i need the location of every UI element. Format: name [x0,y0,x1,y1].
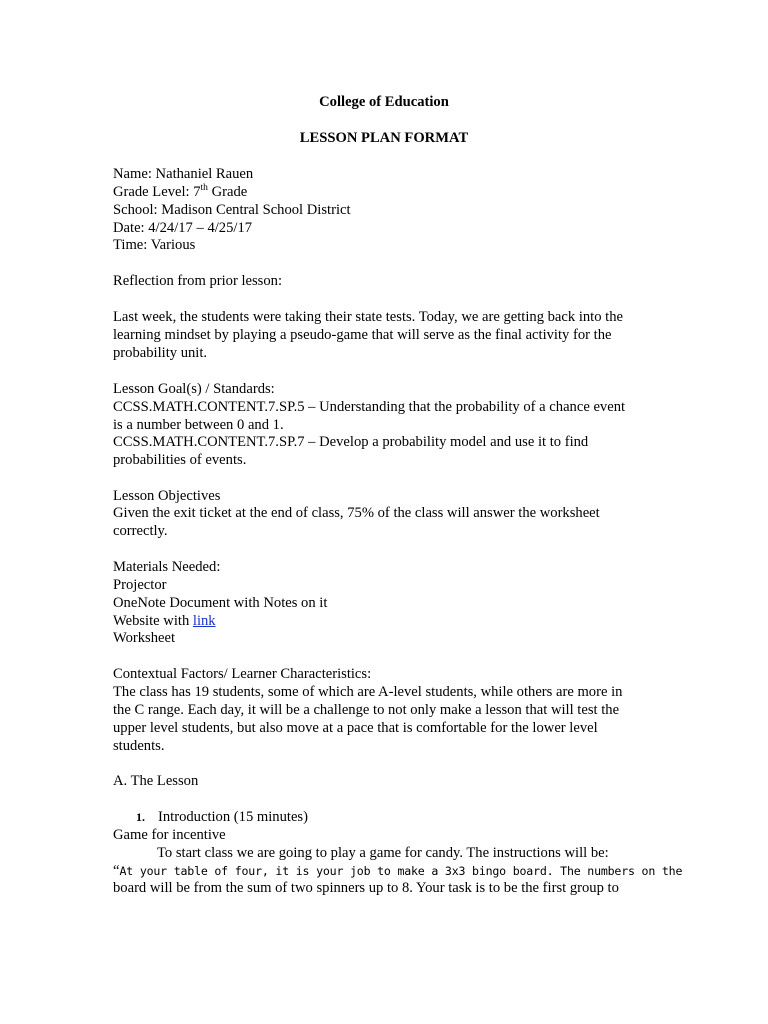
time-line: Time: Various [113,237,196,253]
quoted-instruction-line [113,862,682,880]
goals-text-line: probabilities of events. [113,452,247,468]
college-title: College of Education [319,94,449,110]
materials-item: Worksheet [113,630,176,646]
grade-prefix: Grade Level: 7 [113,184,201,200]
materials-item: OneNote Document with Notes on it [113,595,328,611]
goals-text-line: is a number between 0 and 1. [113,417,284,433]
instruction-continuation-line: board will be from the sum of two spinners up to 8. Your task is to be the first group to [113,880,619,896]
grade-suffix: Grade [207,184,248,200]
date-line: Date: 4/24/17 – 4/25/17 [113,220,253,236]
objectives-heading: Lesson Objectives [113,488,221,504]
goals-heading: Lesson Goal(s) / Standards: [113,381,275,397]
materials-heading: Materials Needed: [113,559,221,575]
reflection-text-line: probability unit. [113,345,208,361]
lesson-plan-title: LESSON PLAN FORMAT [299,130,469,146]
context-text-line: the C range. Each day, it will be a challenge to not only make a lesson that will test the [113,702,620,718]
quoted-instruction-text: At your table of four, it is your job to make a 3x3 bingo board. The numbers on the [119,864,683,878]
instruction-line: To start class we are going to play a game for candy. The instructions will be: [157,845,609,861]
objectives-text-line: Given the exit ticket at the end of class, 75% of the class will answer the worksheet [113,505,600,521]
materials-item-prefix: Website with [113,613,193,629]
reflection-text-line: learning mindset by playing a pseudo-game that will serve as the final activity for the [113,327,612,343]
step-title: Introduction (15 minutes) [158,809,308,825]
game-heading: Game for incentive [113,827,226,843]
reflection-text-line: Last week, the students were taking their state tests. Today, we are getting back into the [113,309,624,325]
website-link[interactable]: link [192,613,216,629]
step-number: 1. [136,810,145,824]
grade-line [113,183,247,201]
grade-superscript: th [200,183,208,194]
reflection-heading: Reflection from prior lesson: [113,273,283,289]
context-text-line: The class has 19 students, some of which are A-level students, while others are more in [113,684,623,700]
lesson-step [136,808,308,826]
goals-text-line: CCSS.MATH.CONTENT.7.SP.5 – Understanding that the probability of a chance event [113,399,626,415]
context-text-line: students. [113,738,165,754]
context-heading: Contextual Factors/ Learner Characteristics: [113,666,372,682]
context-text-line: upper level students, but also move at a pace that is comfortable for the lower level [113,720,598,736]
open-quote: “ [113,863,120,879]
materials-item: Projector [113,577,167,593]
lesson-section-heading: A. The Lesson [113,773,199,789]
materials-item [113,612,216,630]
school-line: School: Madison Central School District [113,202,351,218]
name-line: Name: Nathaniel Rauen [113,166,254,182]
goals-text-line: CCSS.MATH.CONTENT.7.SP.7 – Develop a probability model and use it to find [113,434,589,450]
objectives-text-line: correctly. [113,523,168,539]
